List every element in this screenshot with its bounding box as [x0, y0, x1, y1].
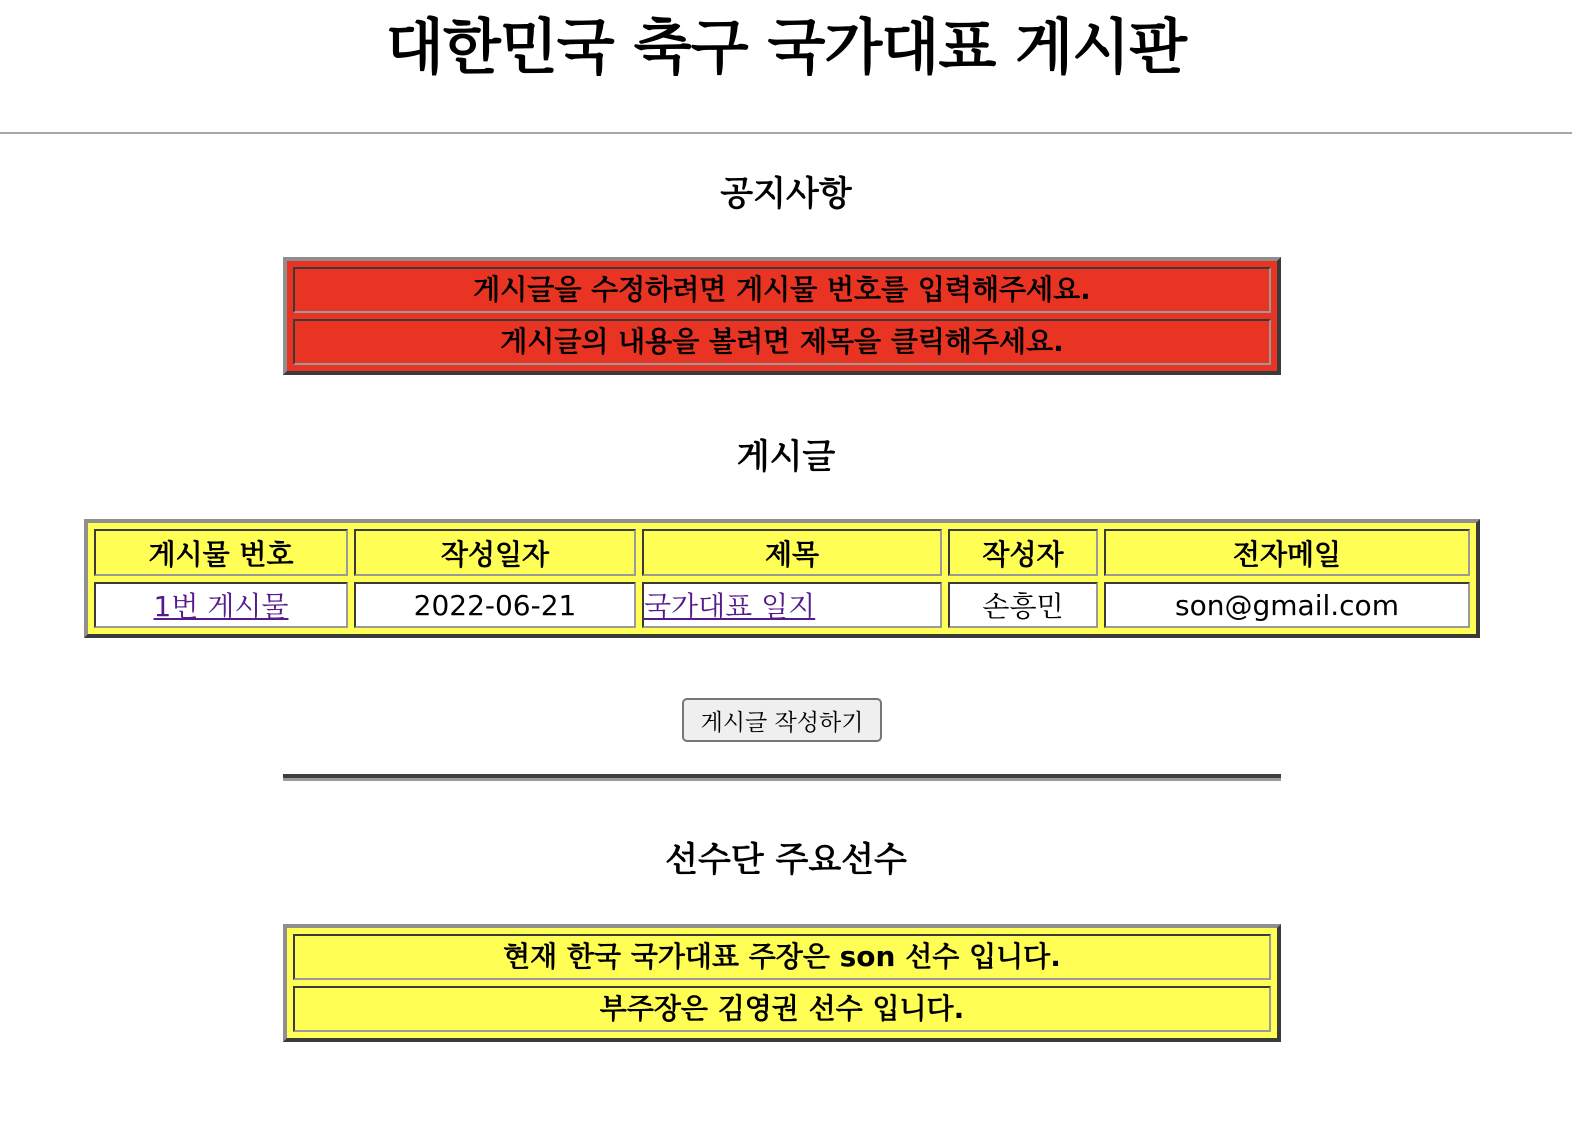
column-header-email: 전자메일 — [1104, 529, 1470, 576]
posts-heading: 게시글 — [736, 437, 836, 477]
title-divider — [0, 132, 1572, 134]
column-header-title: 제목 — [642, 529, 942, 576]
player-info-text: 부주장은 김영권 선수 입니다. — [293, 986, 1271, 1032]
page-title: 대한민국 축구 국가대표 게시판 — [385, 13, 1187, 83]
player-info-text: 현재 한국 국가대표 주장은 son 선수 입니다. — [293, 934, 1271, 980]
notice-heading: 공지사항 — [720, 174, 852, 214]
post-title-link[interactable]: 국가대표 일지 — [644, 590, 816, 623]
column-header-date: 작성일자 — [354, 529, 636, 576]
players-heading: 선수단 주요선수 — [665, 840, 907, 880]
column-header-author: 작성자 — [948, 529, 1098, 576]
post-date-cell: 2022-06-21 — [354, 582, 636, 628]
section-divider — [283, 774, 1281, 781]
notice-row — [293, 319, 1271, 365]
write-post-button[interactable]: 게시글 작성하기 — [682, 698, 882, 742]
notice-text: 게시글의 내용을 볼려면 제목을 클릭해주세요. — [293, 319, 1271, 365]
notice-row — [293, 267, 1271, 313]
players-row — [293, 986, 1271, 1032]
post-author-cell: 손흥민 — [948, 582, 1098, 628]
posts-table — [84, 519, 1480, 638]
post-number-cell — [94, 582, 348, 628]
players-table — [283, 924, 1281, 1042]
notice-table — [283, 257, 1281, 375]
column-header-number: 게시물 번호 — [94, 529, 348, 576]
post-number-link[interactable]: 1번 게시물 — [153, 590, 289, 623]
table-row — [94, 582, 1470, 628]
post-email-cell: son@gmail.com — [1104, 582, 1470, 628]
players-row — [293, 934, 1271, 980]
post-title-cell — [642, 582, 942, 628]
posts-header-row — [94, 529, 1470, 576]
notice-text: 게시글을 수정하려면 게시물 번호를 입력해주세요. — [293, 267, 1271, 313]
